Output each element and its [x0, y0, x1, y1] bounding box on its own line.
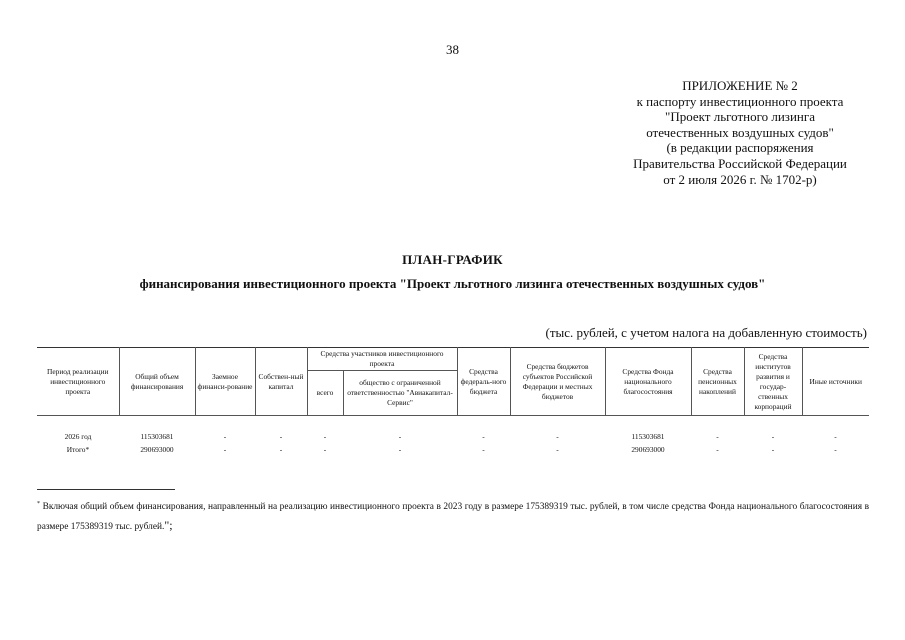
header-loan: Заемное финанси-рование [195, 348, 255, 416]
table-row [37, 430, 869, 443]
cell-federal: - [482, 431, 485, 441]
appendix-line: "Проект льготного лизинга [665, 109, 815, 125]
appendix-line: от 2 июля 2026 г. № 1702-р) [663, 171, 817, 187]
document-subtitle: финансирования инвестиционного проекта "Проект льготного лизинга отечественных воздушных судов" [139, 276, 766, 291]
cell-federal: - [482, 444, 485, 454]
header-period: Период реализации инвестиционного проекта [37, 348, 119, 416]
appendix-line: отечественных воздушных судов" [646, 124, 834, 140]
appendix-heading [560, 78, 905, 187]
footnote-marker: * [37, 501, 40, 507]
cell-other: - [834, 444, 837, 454]
units-note: (тыс. рублей, с учетом налога на добавленную стоимость) [545, 325, 867, 340]
document-title: ПЛАН-ГРАФИК [402, 252, 503, 267]
cell-other: - [834, 431, 837, 441]
header-participants: Средства участников инвестиционного проекта [307, 348, 457, 371]
header-institutes: Средства институтов развития и государ-ственных корпораций [744, 348, 802, 416]
appendix-line: к паспорту инвестиционного проекта [636, 93, 844, 109]
header-federal: Средства федераль-ного бюджета [457, 348, 510, 416]
cell-equity: - [279, 444, 283, 454]
header-other: Иные источники [802, 348, 869, 416]
financing-table [37, 347, 869, 456]
cell-total: 115303681 [140, 431, 174, 441]
header-participants-company: общество с ограниченной ответственностью "Авиакапитал-Сервис" [343, 371, 457, 416]
cell-pension: - [716, 444, 719, 454]
header-pension: Средства пенсионных накоплений [691, 348, 744, 416]
appendix-line: Правительства Российской Федерации [633, 155, 847, 171]
cell-regional: - [556, 444, 559, 454]
row-period: 2026 год [64, 431, 92, 441]
cell-institutes: - [771, 444, 775, 454]
footnote-divider [37, 489, 175, 490]
table-row [37, 443, 869, 456]
header-regional: Средства бюджетов субъектов Российской Федерации и местных бюджетов [510, 348, 605, 416]
cell-total: 290693000 [140, 444, 174, 454]
cell-pension: - [716, 431, 719, 441]
header-participants-all: всего [307, 371, 343, 416]
header-nwf: Средства Фонда национального благосостояния [605, 348, 691, 416]
cell-participants-all: - [323, 444, 327, 454]
cell-participants-all: - [323, 431, 327, 441]
cell-nwf: 290693000 [631, 444, 665, 454]
cell-participants-company: - [398, 431, 402, 441]
cell-regional: - [556, 431, 559, 441]
cell-nwf: 115303681 [631, 431, 665, 441]
header-equity: Собствен-ный капитал [255, 348, 307, 416]
row-period: Итого* [66, 444, 90, 454]
footnote-closing: "; [164, 518, 173, 533]
cell-participants-company: - [398, 444, 402, 454]
appendix-line: (в редакции распоряжения [666, 140, 814, 156]
cell-institutes: - [771, 431, 775, 441]
cell-equity: - [279, 431, 283, 441]
appendix-line: ПРИЛОЖЕНИЕ № 2 [682, 78, 798, 93]
footnote-text: Включая общий объем финансирования, направленный на реализацию инвестиционного проекта в 2023 году в размере 175389319 тыс. рублей, в том числе средства Фонда национального благосостояния в размере 175389319 тыс. рублей. [37, 502, 870, 533]
page-number: 38 [446, 42, 459, 57]
cell-loan: - [223, 431, 227, 441]
footnote [37, 495, 869, 536]
cell-loan: - [223, 444, 227, 454]
header-total: Общий объем финансирования [119, 348, 195, 416]
